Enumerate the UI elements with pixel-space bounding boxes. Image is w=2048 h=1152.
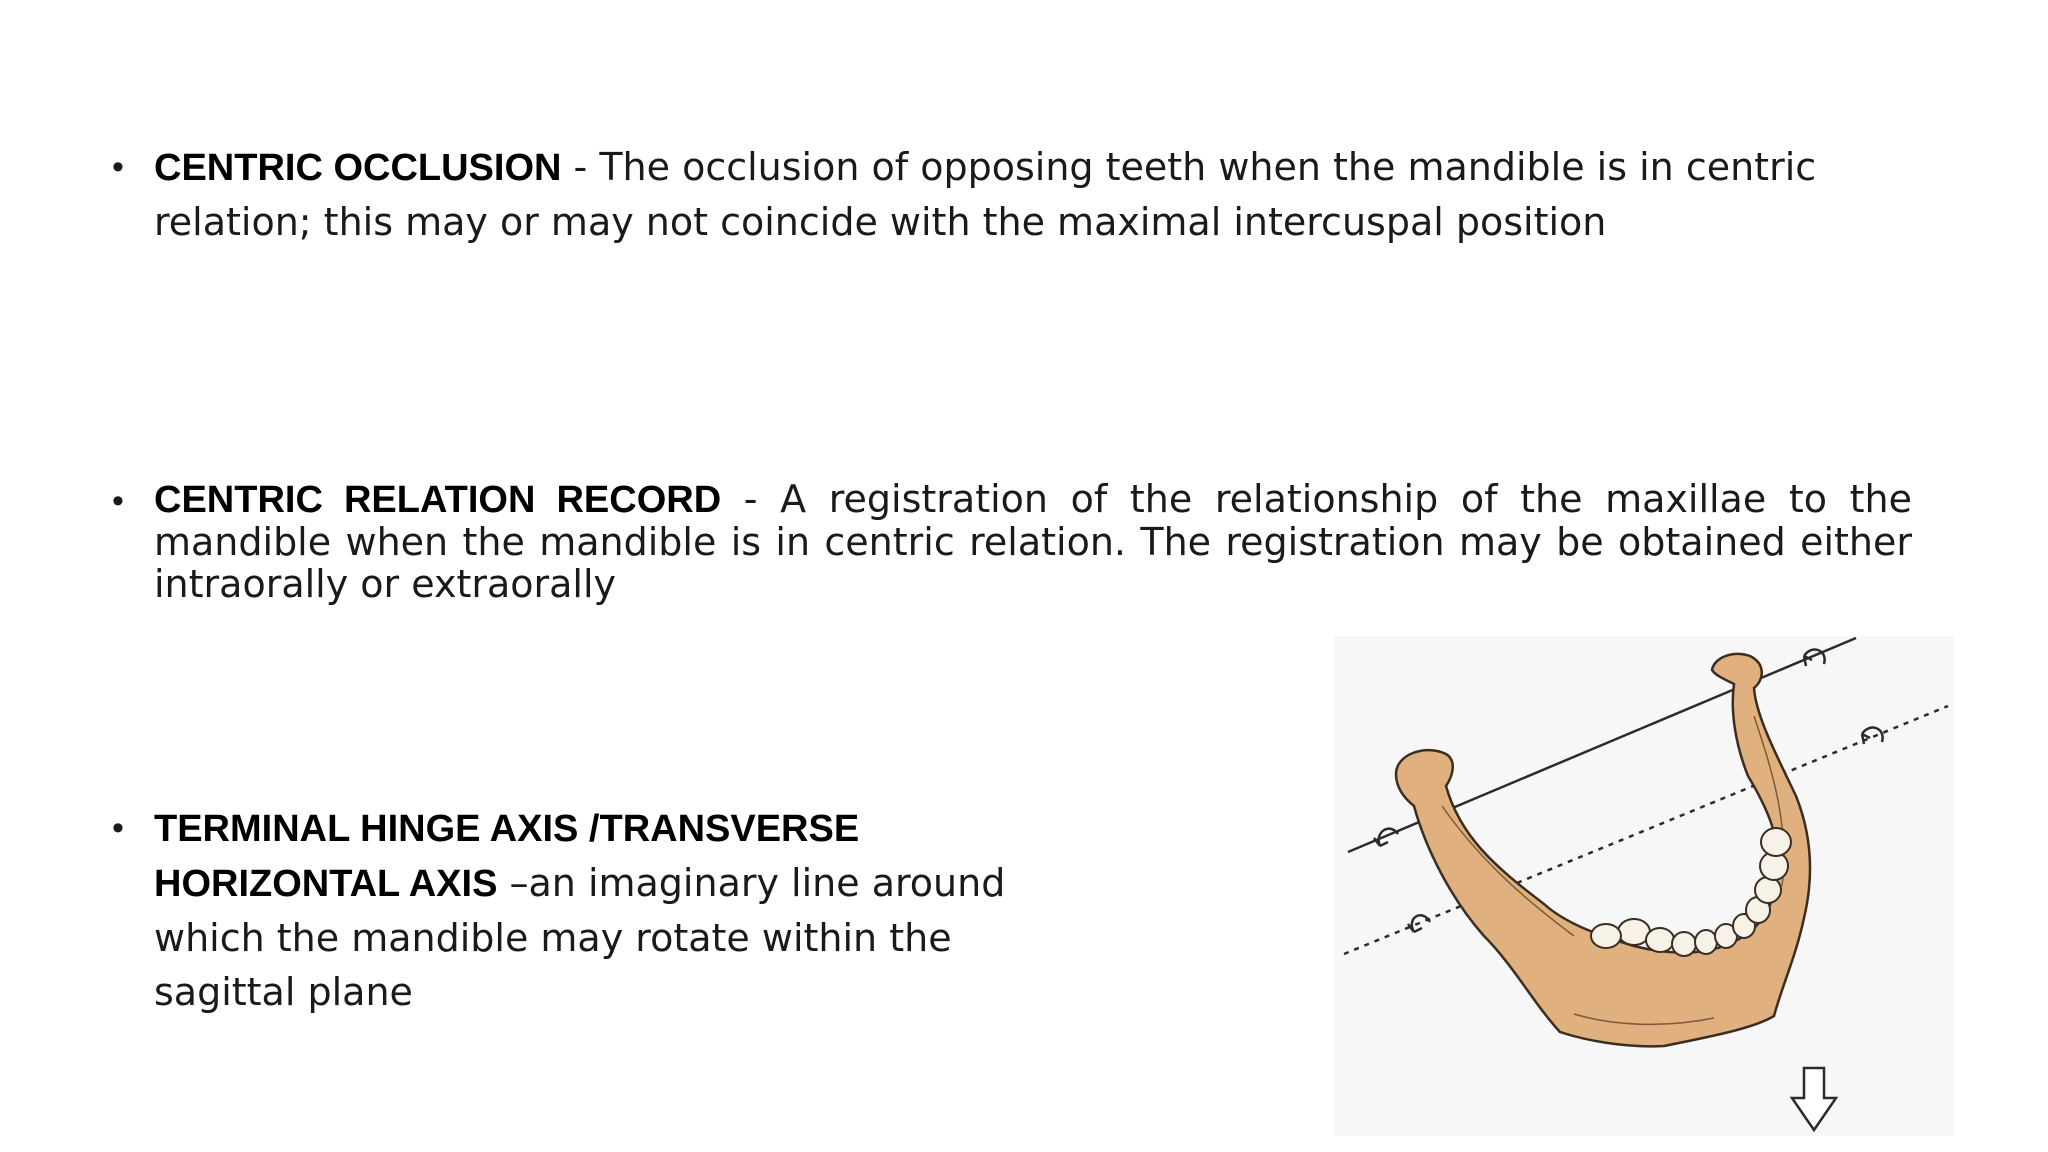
bullet-icon: • [112, 148, 124, 186]
term-label: CENTRIC RELATION RECORD [154, 479, 722, 521]
figure-background [1334, 636, 1954, 1136]
definition-text [154, 801, 1014, 1019]
list-item-terminal-hinge-axis [112, 801, 1012, 1019]
definition-text [154, 478, 1912, 605]
list-item-centric-occlusion [112, 140, 1892, 249]
mandible-illustration [1334, 636, 1954, 1136]
bullet-icon: • [112, 482, 124, 520]
list-item-centric-relation-record [112, 478, 1912, 605]
definition-body: –an imaginary line around which the mandible may rotate within the sagittal plane [154, 861, 1006, 1014]
term-label: CENTRIC OCCLUSION [154, 147, 562, 189]
definition-text [154, 140, 1892, 249]
definition-body: - A registration of the relationship of the maxillae to the mandible when the mandible is in centric relation. The registration may be obtained either intraorally or extraorally [154, 477, 1912, 606]
bullet-icon: • [112, 809, 124, 847]
term-label: TERMINAL HINGE AXIS /TRANSVERSE HORIZONTAL AXIS [154, 808, 860, 905]
definition-body: - The occlusion of opposing teeth when the mandible is in centric relation; this may or may not coincide with the maximal intercuspal position [154, 145, 1817, 244]
